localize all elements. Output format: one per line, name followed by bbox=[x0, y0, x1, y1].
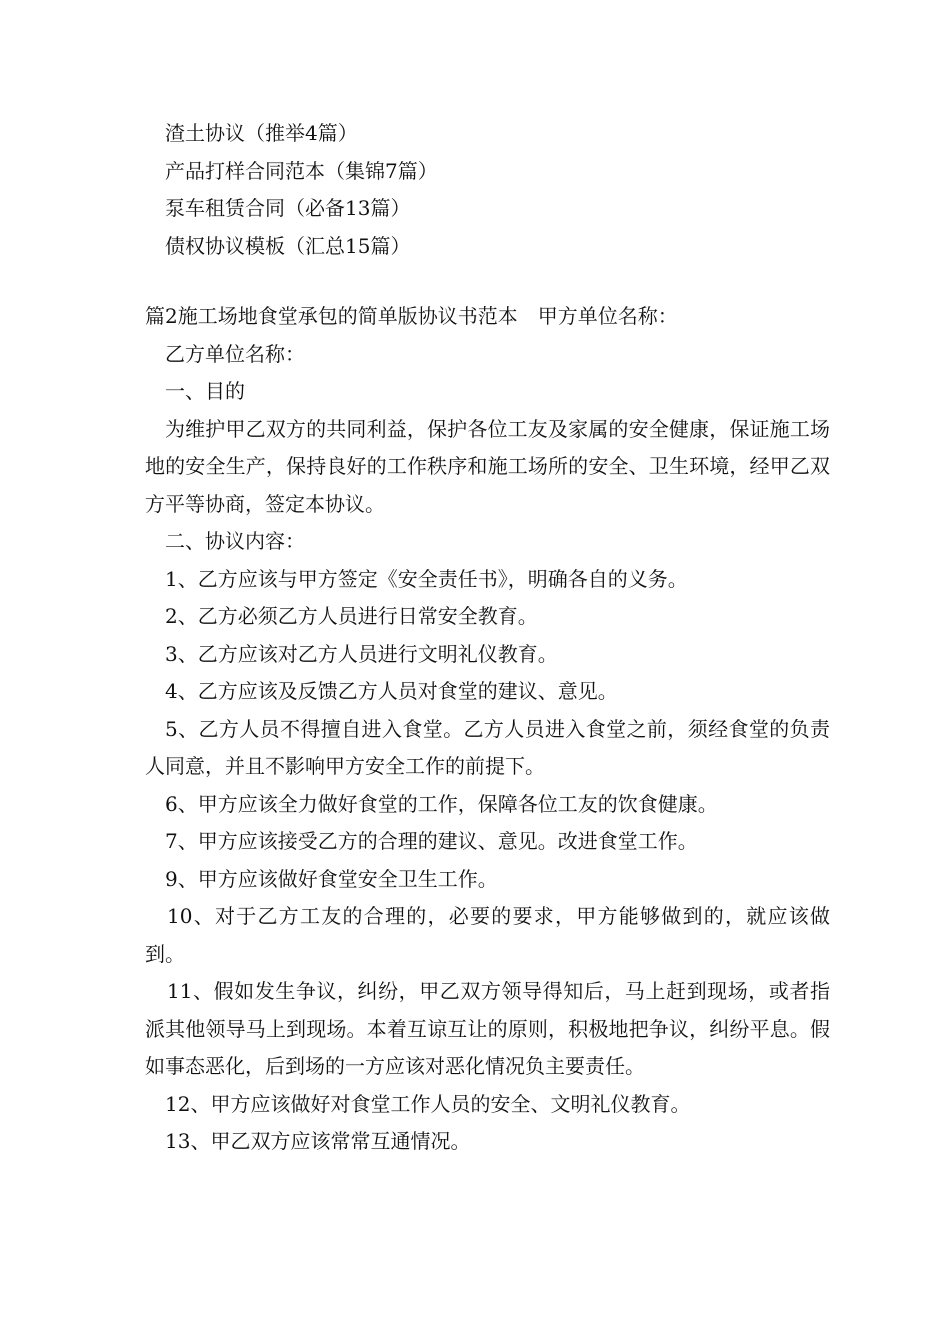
purpose-paragraph: 为维护甲乙双方的共同利益，保护各位工友及家属的安全健康，保证施工场地的安全生产，保持良好的工作秩序和施工场所的安全、卫生环境，经甲乙双方平等协商，签定本协议。 bbox=[145, 416, 830, 516]
clause-item: 9、甲方应该做好食堂安全卫生工作。 bbox=[165, 866, 498, 891]
clause-item: 11、假如发生争议，纠纷，甲乙双方领导得知后，马上赶到现场，或者指派其他领导马上到现场。本着互谅互让的原则，积极地把争议，纠纷平息。假如事态恶化，后到场的一方应该对恶化情况负主要责任。 bbox=[145, 979, 830, 1078]
clause-item: 5、乙方人员不得擅自进入食堂。乙方人员进入食堂之前，须经食堂的负责人同意，并且不影响甲方安全工作的前提下。 bbox=[145, 716, 830, 778]
clause-item: 13、甲乙双方应该常常互通情况。 bbox=[165, 1129, 471, 1153]
party-a-label: 甲方单位名称： bbox=[537, 304, 678, 328]
article-body bbox=[145, 298, 830, 1161]
clause-item: 10、对于乙方工友的合理的，必要的要求，甲方能够做到的，就应该做到。 bbox=[145, 904, 830, 966]
clause-item: 4、乙方应该及反馈乙方人员对食堂的建议、意见。 bbox=[165, 679, 618, 703]
clause-item: 12、甲方应该做好对食堂工作人员的安全、文明礼仪教育。 bbox=[165, 1091, 691, 1116]
clause-item: 2、乙方必须乙方人员进行日常安全教育。 bbox=[165, 604, 538, 628]
related-document-item[interactable]: 产品打样合同范本（集锦7篇） bbox=[165, 158, 438, 183]
clause-item: 1、乙方应该与甲方签定《安全责任书》，明确各自的义务。 bbox=[165, 566, 688, 591]
section-content-heading: 二、协议内容： bbox=[165, 529, 305, 553]
section-gap bbox=[145, 265, 830, 298]
clause-item: 6、甲方应该全力做好食堂的工作，保障各位工友的饮食健康。 bbox=[165, 791, 718, 816]
related-document-item[interactable]: 渣土协议（推举4篇） bbox=[165, 121, 358, 145]
related-document-item[interactable]: 泵车租赁合同（必备13篇） bbox=[165, 196, 411, 220]
article-heading bbox=[145, 298, 830, 336]
clause-item: 7、甲方应该接受乙方的合理的建议、意见。改进食堂工作。 bbox=[165, 829, 698, 853]
clause-item: 3、乙方应该对乙方人员进行文明礼仪教育。 bbox=[165, 641, 558, 666]
party-b-label: 乙方单位名称： bbox=[165, 341, 305, 366]
section-purpose-heading: 一、目的 bbox=[165, 379, 245, 403]
related-document-item[interactable]: 债权协议模板（汇总15篇） bbox=[165, 233, 411, 258]
related-documents-list bbox=[145, 115, 830, 265]
article-title: 篇2施工场地食堂承包的简单版协议书范本 bbox=[145, 304, 518, 328]
